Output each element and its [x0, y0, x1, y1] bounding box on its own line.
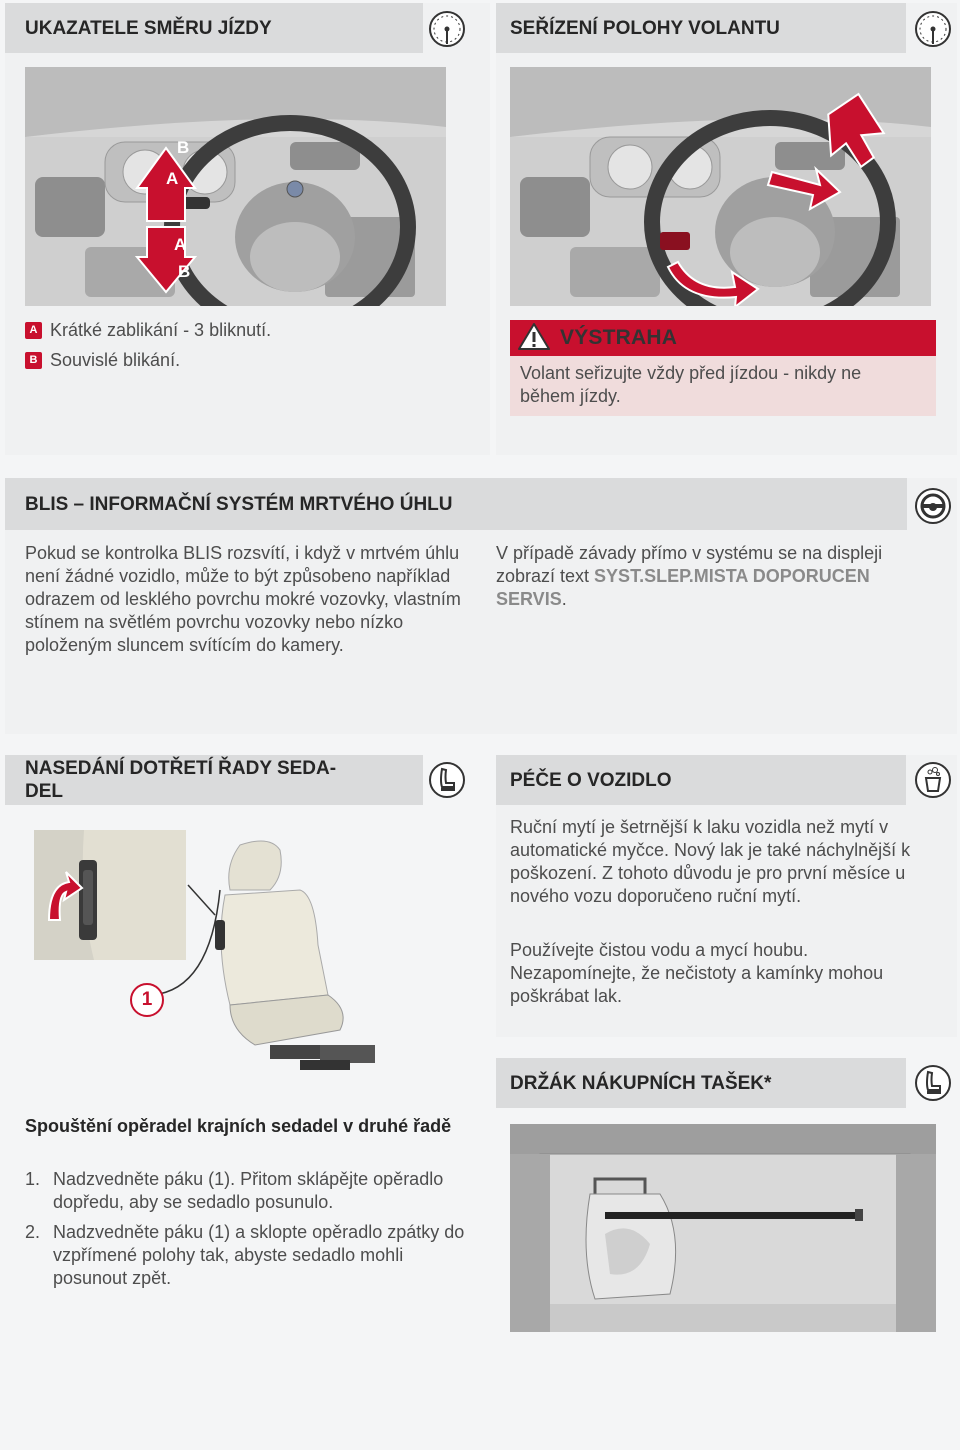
badge-b: B: [25, 352, 42, 369]
seat-icon: [428, 761, 466, 799]
label-up-a: A: [166, 169, 179, 188]
label-down-a: A: [174, 235, 187, 254]
car-care-paragraph-2: Používejte čistou vodu a mycí houbu. Nezapomínejte, že nečistoty a kamínky mohou poškrábat lak.: [510, 940, 884, 1006]
third-row-title-line1: NASEDÁNÍ DOTŘETÍ ŘADY SEDA-: [25, 758, 337, 779]
steering-wheel-icon: [914, 487, 952, 525]
blis-right-text-before: V případě závady přímo v systému se na displeji zobrazí text: [496, 543, 883, 586]
seat-illustration: [200, 835, 410, 1085]
car-care-header: [496, 755, 906, 805]
callout-1: [130, 983, 164, 1017]
gauge-icon: [914, 10, 952, 48]
wash-bucket-icon: [914, 761, 952, 799]
blis-header: [5, 478, 907, 530]
step-1-text: Nadzvedněte páku (1). Přitom sklápějte opěradlo dopředu, aby se sedadlo posunulo.: [53, 1169, 444, 1212]
step-2: [25, 1221, 465, 1290]
bag-holder-header: [496, 1058, 906, 1108]
warning-text: Volant seřizujte vždy před jízdou - nikdy ne během jízdy.: [520, 363, 862, 406]
seat-icon: [914, 1064, 952, 1102]
car-care-paragraph-1: Ruční mytí je šetrnější k laku vozidla než mytí v automatické myčce. Nový lak je také náchylnější k poškození. Z tohoto důvodu je pro první měsíce u nového vozu doporučeno ruční mytí.: [510, 817, 911, 906]
gauge-icon: [428, 10, 466, 48]
bag-holder-title: DRŽÁK NÁKUPNÍCH TAŠEK*: [510, 1072, 772, 1094]
third-row-subheading: Spouštění opěradel krajních sedadel v druhé řadě: [25, 1116, 452, 1136]
turn-signals-header: [5, 3, 423, 53]
car-care-title: PÉČE O VOZIDLO: [510, 769, 672, 791]
step-2-number: 2.: [25, 1222, 41, 1242]
warning-box: [510, 320, 936, 416]
blis-title: BLIS – INFORMAČNÍ SYSTÉM MRTVÉHO ÚHLU: [25, 493, 453, 515]
warning-title: VÝSTRAHA: [560, 326, 678, 349]
badge-a: A: [25, 322, 42, 339]
steering-title: SEŘÍZENÍ POLOHY VOLANTU: [510, 17, 780, 39]
bag-holder-illustration: [510, 1124, 936, 1332]
blis-left-text: Pokud se kontrolka BLIS rozsvítí, i když v mrtvém úhlu není žádné vozidlo, může to být způsobeno například odrazem od lesklého povrchu mokré vozovky, vlastním stínem na světlém povrchu vozovky nebo nízko položeným sluncem svítícím do kamery.: [25, 543, 461, 655]
legend-a-text: Krátké zablikání - 3 bliknutí.: [50, 320, 272, 340]
third-row-steps: [25, 1168, 465, 1297]
callout-number: 1: [141, 989, 153, 1010]
third-row-title-line2: DEL: [25, 781, 63, 802]
steering-illustration: [510, 67, 931, 306]
blis-display-message: SYST.SLEP.MISTA DOPORUCEN SERVIS: [496, 566, 870, 609]
step-2-text: Nadzvedněte páku (1) a sklopte opěradlo zpátky do vzpřímené polohy tak, abyste sedadlo mohli posunout zpět.: [53, 1222, 465, 1288]
warning-header: [510, 320, 936, 356]
label-up-b: B: [177, 138, 190, 157]
turn-signals-title: UKAZATELE SMĚRU JÍZDY: [25, 17, 272, 39]
label-down-b: B: [178, 262, 191, 281]
legend-b-text: Souvislé blikání.: [50, 350, 181, 370]
steering-header: [496, 3, 906, 53]
step-1: [25, 1168, 465, 1214]
legend-a: [25, 320, 271, 341]
blis-right-text-after: .: [561, 589, 567, 609]
third-row-header: [5, 755, 423, 805]
step-1-number: 1.: [25, 1169, 41, 1189]
third-row-title: [25, 757, 423, 803]
legend-b: [25, 350, 180, 371]
warning-triangle-icon: [518, 322, 550, 355]
blis-right-text: [496, 542, 941, 611]
turn-signal-illustration: [25, 67, 446, 306]
